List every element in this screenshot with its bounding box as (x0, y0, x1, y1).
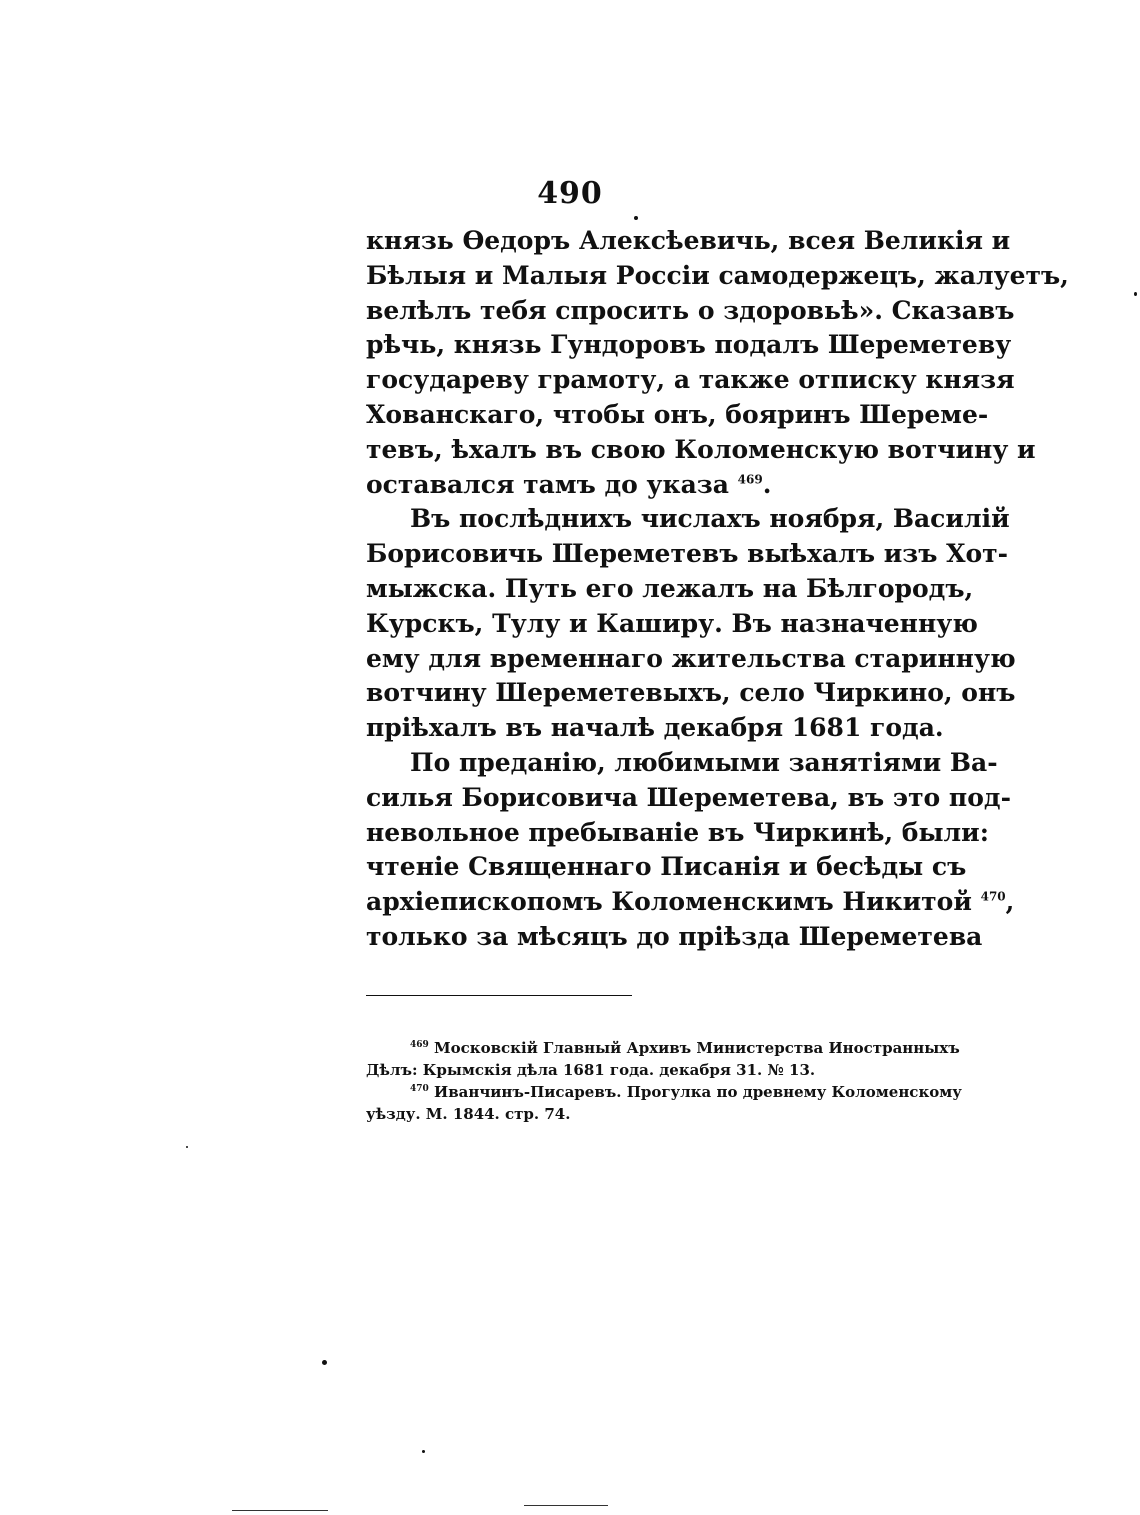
text-line: Борисовичь Шереметевъ выѣхалъ изъ Хот- (366, 539, 1009, 569)
footnote-text: Иванчинъ-Писаревъ. Прогулка по древнему Коломенскому (434, 1083, 962, 1101)
footnote-divider (366, 995, 632, 996)
text-line (366, 468, 944, 503)
scan-dash (524, 1505, 608, 1506)
paragraph-1 (366, 224, 1069, 502)
text-line: Бѣлыя и Малыя Россіи самодержецъ, жалуетъ, (366, 260, 1069, 290)
footnote-469 (366, 1037, 960, 1081)
text-line: Хованскаго, чтобы онъ, бояринъ Шереме- (366, 399, 989, 429)
paragraph-2 (366, 502, 1016, 746)
text-line: государеву грамоту, а также отписку князя (366, 365, 1015, 395)
line-tail: , (1005, 887, 1015, 917)
footnote-line: Дѣлъ: Крымскія дѣла 1681 года. декабря 31. № 13. (366, 1061, 816, 1079)
text-line (366, 885, 1015, 920)
text-line: чтеніе Священнаго Писанія и бесѣды съ (366, 852, 967, 882)
text-line: тевъ, ѣхалъ въ свою Коломенскую вотчину и (366, 434, 1036, 464)
paragraph-3 (366, 746, 1015, 955)
text-line-content: архіепископомъ Коломенскимъ Никитой (366, 887, 972, 917)
text-line: рѣчь, князь Гундоровъ подалъ Шереметеву (366, 330, 1012, 360)
line-tail: . (762, 469, 772, 499)
scan-speck (1134, 292, 1137, 296)
text-line: пріѣхалъ въ началѣ декабря 1681 года. (366, 713, 944, 743)
footnote-mark: 469 (410, 1040, 429, 1050)
footnotes (366, 1037, 962, 1125)
text-line: По преданію, любимыми занятіями Ва- (410, 747, 998, 777)
footnote-mark: 470 (410, 1084, 429, 1094)
footnote-ref[interactable]: 470 (980, 889, 1006, 904)
text-line: только за мѣсяцъ до пріѣзда Шереметева (366, 921, 983, 951)
text-line: князь Өедоръ Алексѣевичь, всея Великія и (366, 226, 1011, 255)
text-line: мыжска. Путь его лежалъ на Бѣлгородъ, (366, 573, 974, 603)
body-text (366, 224, 1069, 955)
scan-speck (186, 1146, 188, 1148)
text-line-content: оставался тамъ до указа (366, 469, 729, 499)
scan-speck (634, 216, 638, 220)
text-line: велѣлъ тебя спросить о здоровьѣ». Сказавъ (366, 295, 1015, 325)
scan-dash (232, 1510, 328, 1511)
footnote-line: уѣзду. М. 1844. стр. 74. (366, 1105, 571, 1123)
scan-speck (422, 1450, 425, 1453)
footnote-line (366, 1037, 960, 1059)
text-line: Въ послѣднихъ числахъ ноября, Василій (410, 504, 1010, 534)
scan-speck (322, 1360, 327, 1365)
footnote-line (366, 1081, 962, 1103)
footnote-470 (366, 1081, 962, 1125)
text-line: ему для временнаго жительства старинную (366, 643, 1016, 673)
text-line: невольное пребываніе въ Чиркинѣ, были: (366, 817, 989, 847)
text-line: Курскъ, Тулу и Каширу. Въ назначенную (366, 608, 978, 638)
footnote-text: Московскій Главный Архивъ Министерства Иностранныхъ (434, 1039, 960, 1057)
footnote-ref[interactable]: 469 (737, 472, 763, 487)
page-number: 490 (537, 176, 603, 211)
text-line: вотчину Шереметевыхъ, село Чиркино, онъ (366, 678, 1016, 708)
text-line: силья Борисовича Шереметева, въ это под- (366, 782, 1011, 812)
